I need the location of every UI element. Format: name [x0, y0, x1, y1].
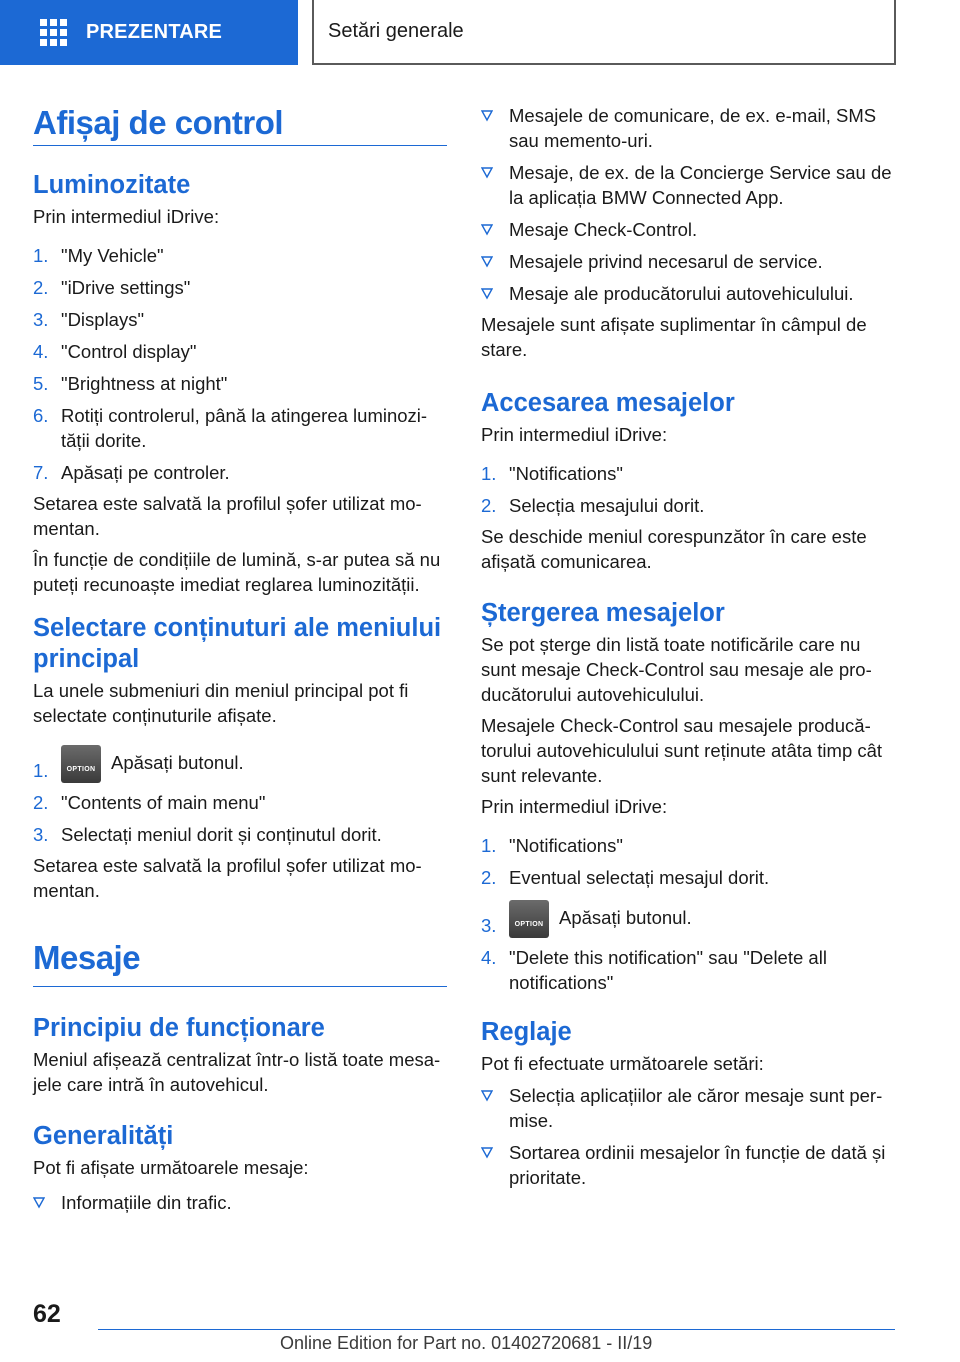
- bullet-text: Selecția aplicațiilor ale căror mesaje sunt permise.: [509, 1085, 883, 1131]
- bullets-generalitati: [33, 1190, 447, 1215]
- step-number: 3.: [33, 309, 49, 330]
- grid-menu-icon: [40, 19, 67, 46]
- list-item: [33, 460, 447, 485]
- bullet-text: Informațiile din trafic.: [61, 1192, 232, 1213]
- steps-luminozitate: [33, 243, 447, 485]
- step-text: "Notifications": [509, 463, 623, 484]
- list-item: [481, 833, 895, 858]
- list-item: [481, 865, 895, 890]
- heading-afisaj-de-control: Afișaj de control: [33, 104, 284, 141]
- list-item: [33, 275, 447, 300]
- bullet-text: Mesaje Check-Control.: [509, 219, 698, 240]
- paragraph: Mesajele Check-Control sau mesajele producătorului autovehiculului sunt reținute atâta timp cât sunt relevante.: [481, 715, 883, 786]
- step-text: Rotiți controlerul, până la atingerea luminozității dorite.: [61, 405, 428, 451]
- list-item: [481, 1083, 895, 1133]
- step-number: 4.: [33, 341, 49, 362]
- list-item: [481, 281, 895, 306]
- left-column: [33, 103, 447, 1215]
- footer-edition: Online Edition for Part no. 01402720681 - II/19: [280, 1333, 653, 1353]
- step-text-label: Apăsați butonul.: [559, 907, 692, 928]
- paragraph: Mesajele sunt afișate suplimentar în câmpul de stare.: [481, 314, 867, 360]
- section-tab[interactable]: [0, 0, 298, 65]
- chapter-header: [312, 0, 896, 65]
- paragraph: Meniul afișează centralizat într-o listă toate mesajele care intră în autovehicul.: [33, 1049, 441, 1095]
- bullet-text: Mesaje ale producătorului autovehiculului.: [509, 283, 854, 304]
- heading-luminozitate: Luminozitate: [33, 171, 191, 199]
- heading-mesaje: Mesaje: [33, 939, 141, 976]
- heading-stergerea-mesajelor: Ștergerea mesajelor: [481, 599, 725, 627]
- section-tab-label: PREZENTARE: [86, 21, 223, 43]
- list-item: [33, 339, 447, 364]
- paragraph: Prin intermediul iDrive:: [33, 206, 220, 227]
- step-number: 2.: [481, 867, 497, 888]
- list-item: [481, 945, 895, 995]
- page-number: 62: [33, 1300, 61, 1328]
- triangle-bullet-icon: [33, 1190, 61, 1215]
- step-number: 2.: [481, 495, 497, 516]
- step-number: 3.: [33, 824, 49, 845]
- step-text: "Delete this notification" sau "Delete all notifications": [509, 947, 827, 993]
- step-number: 3.: [481, 915, 497, 936]
- paragraph: Se deschide meniul corespunzător în care este afișată comunicarea.: [481, 526, 867, 572]
- list-item: [481, 900, 895, 938]
- step-number: 2.: [33, 792, 49, 813]
- footer-rule: [98, 1329, 895, 1330]
- steps-accesarea: [481, 461, 895, 518]
- heading-generalitati: Generalități: [33, 1122, 174, 1150]
- paragraph: Prin intermediul iDrive:: [481, 424, 668, 445]
- list-item: [33, 1190, 447, 1215]
- heading-rule: [33, 145, 447, 146]
- paragraph: Prin intermediul iDrive:: [481, 796, 668, 817]
- list-item: [481, 217, 895, 242]
- step-number: 1.: [481, 835, 497, 856]
- list-item: [481, 493, 895, 518]
- bullet-text: Sortarea ordinii mesajelor în funcție de dată și prioritate.: [509, 1142, 886, 1188]
- paragraph: La unele submeniuri din meniul principal pot fi selectate conținuturile afișate.: [33, 680, 409, 726]
- step-text: "Brightness at night": [61, 373, 228, 394]
- list-item: [33, 790, 447, 815]
- paragraph: Pot fi efectuate următoarele setări:: [481, 1053, 764, 1074]
- triangle-bullet-icon: [481, 1140, 509, 1190]
- option-button-icon: [61, 745, 101, 783]
- paragraph: În funcție de condițiile de lumină, s-ar putea să nu puteți recunoaște imediat reglarea luminozității.: [33, 549, 441, 595]
- bullet-text: Mesaje, de ex. de la Concierge Service sau de la aplicația BMW Connected App.: [509, 162, 892, 208]
- paragraph: Setarea este salvată la profilul șofer utilizat momentan.: [33, 855, 422, 901]
- step-number: 5.: [33, 373, 49, 394]
- step-text: "Displays": [61, 309, 145, 330]
- list-item: [481, 160, 895, 210]
- list-item: [481, 1140, 895, 1190]
- step-text: Selectați meniul dorit și conținutul dorit.: [61, 824, 382, 845]
- step-text: Selecția mesajului dorit.: [509, 495, 705, 516]
- step-number: 1.: [33, 760, 49, 781]
- bullet-text: Mesajele privind necesarul de service.: [509, 251, 823, 272]
- step-text: [61, 745, 447, 783]
- steps-selectare: [33, 745, 447, 847]
- triangle-bullet-icon: [481, 103, 509, 153]
- step-number: 6.: [33, 405, 49, 426]
- bullet-text: Mesajele de comunicare, de ex. e-mail, SMS sau memento-uri.: [509, 105, 877, 151]
- list-item: [33, 822, 447, 847]
- step-number: 1.: [33, 245, 49, 266]
- step-text: Eventual selectați mesajul dorit.: [509, 867, 770, 888]
- option-button-icon: [509, 900, 549, 938]
- step-number: 7.: [33, 462, 49, 483]
- step-text: "iDrive settings": [61, 277, 191, 298]
- chapter-title: Setări generale: [328, 20, 464, 42]
- paragraph: Setarea este salvată la profilul șofer utilizat momentan.: [33, 493, 422, 539]
- option-button-label: OPTION: [514, 921, 544, 928]
- step-text: Apăsați pe controler.: [61, 462, 230, 483]
- step-number: 4.: [481, 947, 497, 968]
- steps-stergerea: [481, 833, 895, 995]
- heading-reglaje: Reglaje: [481, 1018, 572, 1046]
- list-item: [33, 745, 447, 783]
- paragraph: Pot fi afișate următoarele mesaje:: [33, 1157, 309, 1178]
- triangle-bullet-icon: [481, 249, 509, 274]
- triangle-bullet-icon: [481, 217, 509, 242]
- option-button-label: OPTION: [66, 766, 96, 773]
- triangle-bullet-icon: [481, 1083, 509, 1133]
- list-item: [481, 103, 895, 153]
- step-number: 1.: [481, 463, 497, 484]
- heading-rule: [33, 986, 447, 987]
- step-text: [509, 900, 895, 938]
- heading-principiu-de-functionare: Principiu de funcționare: [33, 1014, 325, 1042]
- list-item: [33, 403, 447, 453]
- list-item: [33, 243, 447, 268]
- list-item: [481, 461, 895, 486]
- triangle-bullet-icon: [481, 160, 509, 210]
- list-item: [33, 371, 447, 396]
- step-text: "Contents of main menu": [61, 792, 266, 813]
- list-item: [481, 249, 895, 274]
- paragraph: Se pot șterge din listă toate notificările care nu sunt mesaje Check-Control sau mesaje ale producătorului autovehiculului.: [481, 634, 872, 705]
- step-text: "Notifications": [509, 835, 623, 856]
- step-number: 2.: [33, 277, 49, 298]
- heading-accesarea-mesajelor: Accesarea mesajelor: [481, 389, 735, 417]
- step-text: "My Vehicle": [61, 245, 164, 266]
- list-item: [33, 307, 447, 332]
- step-text: "Control display": [61, 341, 197, 362]
- bullets-messages: [481, 103, 895, 306]
- bullets-reglaje: [481, 1083, 895, 1190]
- right-column: [481, 103, 895, 1190]
- heading-selectare-continuturi: Selectare conținuturi ale meniului principal: [33, 614, 442, 673]
- step-text-label: Apăsați butonul.: [111, 752, 244, 773]
- triangle-bullet-icon: [481, 281, 509, 306]
